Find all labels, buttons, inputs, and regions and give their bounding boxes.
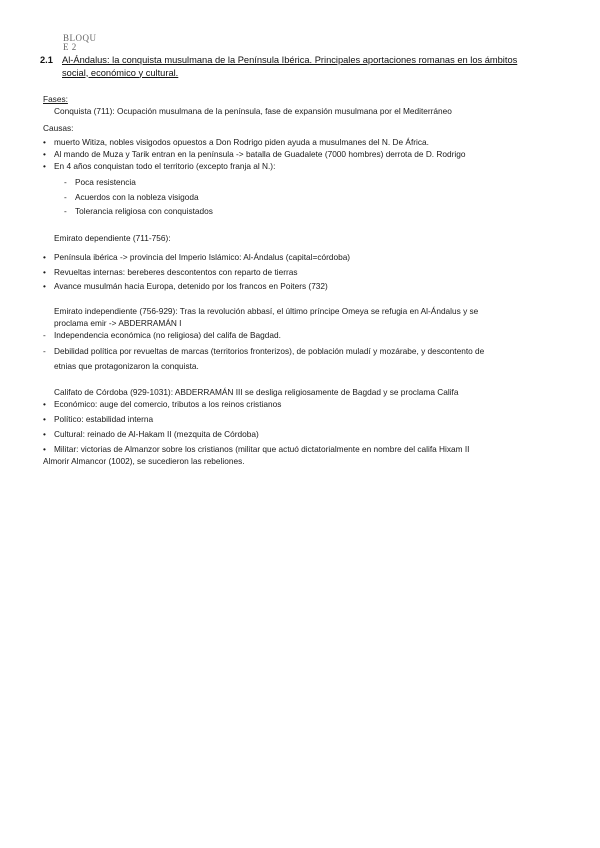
bullet-glyph: •	[43, 281, 46, 291]
fases-label: Fases:	[43, 94, 68, 104]
list-item-text: Militar: victorias de Almanzor sobre los cristianos (militar que actuó dictatorialmente en nombre del califa Hixam II	[54, 444, 470, 454]
list-item-continuation: Almorir Almancor (1002), se sucedieron las rebeliones.	[43, 456, 245, 466]
list-item-text: Al mando de Muza y Tarik entran en la península -> batalla de Guadalete (7000 hombres) derrota de D. Rodrigo	[54, 149, 466, 159]
list-item-text: En 4 años conquistan todo el territorio (excepto franja al N.):	[54, 161, 276, 171]
section-title: Al-Ándalus: la conquista musulmana de la Península Ibérica. Principales aportaciones romanas en los ámbitos social, económico y cultural.	[62, 55, 518, 78]
califato-title: Califato de Córdoba (929-1031): ABDERRAMÁN III se desliga religiosamente de Bagdad y se proclama Califa	[54, 387, 459, 397]
bullet-glyph: •	[43, 399, 46, 409]
bloque-label: BLOQU E 2	[63, 33, 97, 52]
bullet-glyph: •	[43, 137, 46, 147]
bullet-glyph: •	[43, 149, 46, 159]
bullet-glyph: •	[43, 267, 46, 277]
conquista-title: Conquista (711): Ocupación musulmana de la península, fase de expansión musulmana por el Mediterráneo	[54, 106, 452, 116]
dash-glyph: -	[43, 346, 46, 356]
bullet-glyph: •	[43, 414, 46, 424]
section-number: 2.1	[40, 55, 53, 65]
list-item-text: Revueltas internas: bereberes descontentos con reparto de tierras	[54, 267, 298, 277]
emirato-dependiente-title: Emirato dependiente (711-756):	[54, 233, 171, 243]
dash-glyph: -	[43, 330, 46, 340]
dash-item-text: Independencia económica (no religiosa) del califa de Bagdad.	[54, 330, 281, 340]
sub-list-item-text: Acuerdos con la nobleza visigoda	[75, 192, 199, 202]
dash-glyph: -	[64, 192, 67, 202]
sub-list-item-text: Tolerancia religiosa con conquistados	[75, 206, 213, 216]
list-item-text: Cultural: reinado de Al-Hakam II (mezquita de Córdoba)	[54, 429, 259, 439]
bullet-glyph: •	[43, 252, 46, 262]
list-item-text: Político: estabilidad interna	[54, 414, 154, 424]
dash-glyph: -	[64, 206, 67, 216]
sub-list-item-text: Poca resistencia	[75, 177, 136, 187]
bullet-glyph: •	[43, 444, 46, 454]
list-item-text: Avance musulmán hacia Europa, detenido por los francos en Poiters (732)	[54, 281, 328, 291]
emirato-independiente-title-line2: proclama emir -> ABDERRAMÁN I	[54, 318, 182, 328]
dash-item-continuation: etnias que protagonizaron la conquista.	[54, 361, 199, 371]
dash-glyph: -	[64, 177, 67, 187]
causas-label: Causas:	[43, 123, 74, 133]
bullet-glyph: •	[43, 429, 46, 439]
emirato-independiente-title-line1: Emirato independiente (756-929): Tras la revolución abbasí, el último príncipe Omeya se refugia en Al-Ándalus y se	[54, 306, 479, 316]
list-item-text: Península ibérica -> provincia del Imperio Islámico: Al-Ándalus (capital=córdoba)	[54, 252, 351, 262]
dash-item-text: Debilidad política por revueltas de marcas (territorios fronterizos), de población muladí y mozárabe, y descontento de	[54, 346, 485, 356]
list-item-text: muerto Witiza, nobles visigodos opuestos a Don Rodrigo piden ayuda a musulmanes del N. De África.	[54, 137, 429, 147]
list-item-text: Económico: auge del comercio, tributos a los reinos cristianos	[54, 399, 282, 409]
bullet-glyph: •	[43, 161, 46, 171]
